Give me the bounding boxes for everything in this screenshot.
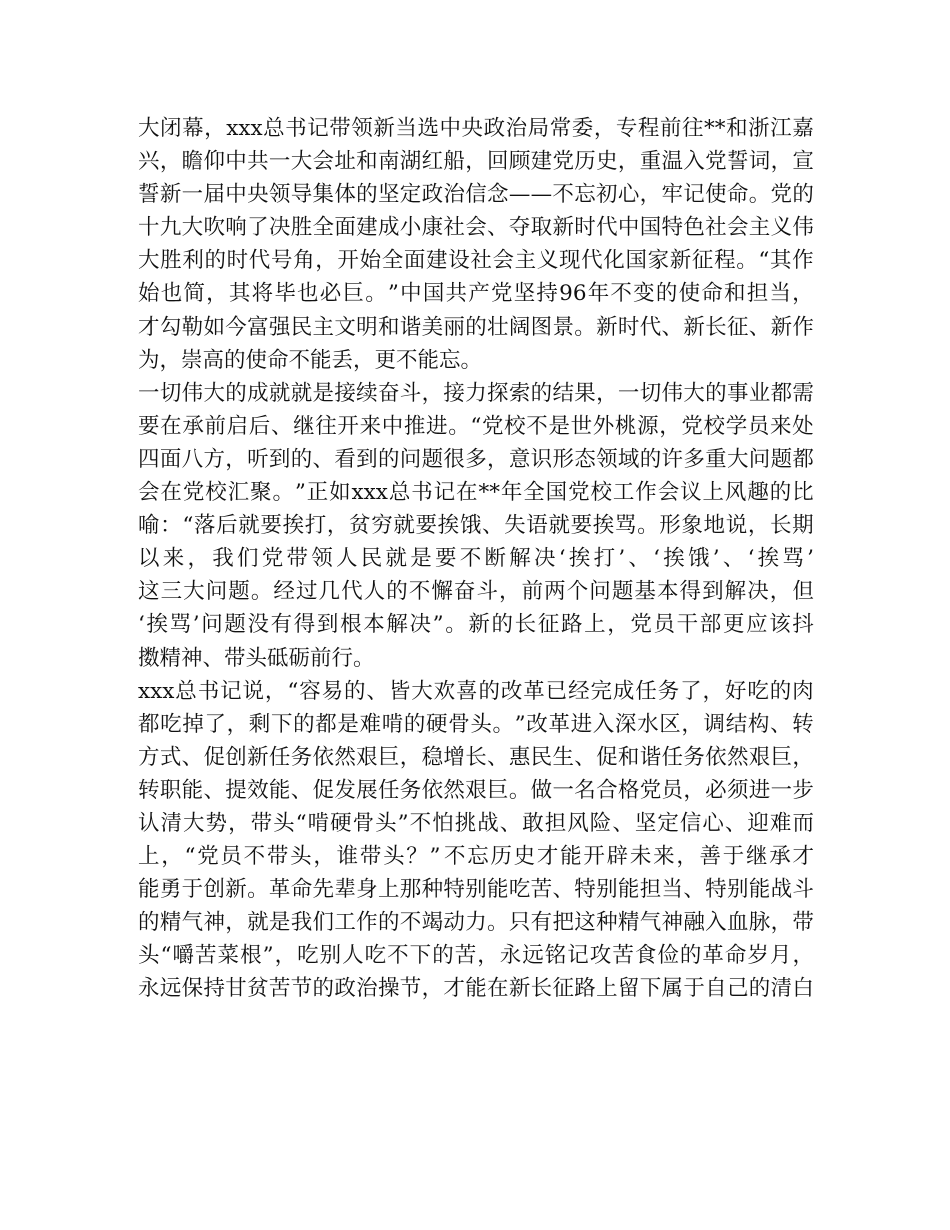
- text-line: 为，崇高的使命不能丢，更不能忘。: [138, 347, 483, 373]
- text-line: 喻 ： “ 落 后 就 要 挨 打 ， 贫 穷 就 要 挨 饿 、 失 语 就 要 挨 骂 。 形 象 地 说 ， 长 期: [138, 513, 814, 539]
- text-line: 这 三 大 问 题 。 经 过 几 代 人 的 不 懈 奋 斗 ， 前 两 个 问 题 基 本 得 到 解 决 ， 但: [138, 579, 814, 605]
- text-line: ‘ 挨 骂 ’ 问 题 没 有 得 到 根 本 解 决 ” 。 新 的 长 征 路 上 ， 党 员 干 部 更 应 该 抖: [138, 612, 814, 638]
- text-line: 大 胜 利 的 时 代 号 角 ， 开 始 全 面 建 设 社 会 主 义 现 代 化 国 家 新 征 程 。 “ 其 作: [138, 248, 814, 274]
- text-line: 永 远 保 持 甘 贫 苦 节 的 政 治 操 节 ， 才 能 在 新 长 征 路 上 留 下 属 于 自 己 的 清 白: [138, 976, 814, 1002]
- text-line: 转 职 能 、 提 效 能 、 促 发 展 任 务 依 然 艰 巨 。 做 一 名 合 格 党 员 ， 必 须 进 一 步: [138, 777, 814, 803]
- text-line: 认 清 大 势 ， 带 头 “ 啃 硬 骨 头 ” 不 怕 挑 战 、 敢 担 风 险 、 坚 定 信 心 、 迎 难 而: [138, 810, 814, 836]
- text-line: 能 勇 于 创 新 。 革 命 先 辈 身 上 那 种 特 别 能 吃 苦 、 特 别 能 担 当 、 特 别 能 战 斗: [138, 877, 814, 903]
- text-line: 会 在 党 校 汇 聚 。 ” 正 如 xxx 总 书 记 在 ** 年 全 国 党 校 工 作 会 议 上 风 趣 的 比: [138, 480, 814, 506]
- text-line: 上 ， “ 党 员 不 带 头 ， 谁 带 头 ？ ” 不 忘 历 史 才 能 开 辟 未 来 ， 善 于 继 承 才: [138, 844, 814, 870]
- text-line: 十 九 大 吹 响 了 决 胜 全 面 建 成 小 康 社 会 、 夺 取 新 时 代 中 国 特 色 社 会 主 义 伟: [138, 215, 814, 241]
- text-line: xxx 总 书 记 说 ， “ 容 易 的 、 皆 大 欢 喜 的 改 革 已 经 完 成 任 务 了 ， 好 吃 的 肉: [138, 678, 814, 704]
- text-line: 誓 新 一 届 中 央 领 导 集 体 的 坚 定 政 治 信 念 — — 不 忘 初 心 ， 牢 记 使 命 。 党 的: [138, 182, 814, 208]
- text-line: 擞精神、带头砥砺前行。: [138, 645, 375, 671]
- text-line: 方 式 、 促 创 新 任 务 依 然 艰 巨 ， 稳 增 长 、 惠 民 生 、 促 和 谐 任 务 依 然 艰 巨 ，: [138, 744, 814, 770]
- text-line: 的 精 气 神 ， 就 是 我 们 工 作 的 不 竭 动 力 。 只 有 把 这 种 精 气 神 融 入 血 脉 ， 带: [138, 910, 814, 936]
- text-line: 兴 ， 瞻 仰 中 共 一 大 会 址 和 南 湖 红 船 ， 回 顾 建 党 历 史 ， 重 温 入 党 誓 词 ， 宣: [138, 149, 814, 175]
- text-line: 要 在 承 前 启 后 、 继 往 开 来 中 推 进 。 “ 党 校 不 是 世 外 桃 源 ， 党 校 学 员 来 处: [138, 413, 814, 439]
- text-line: 以 来 ， 我 们 党 带 领 人 民 就 是 要 不 断 解 决 ‘ 挨 打 ’ 、 ‘ 挨 饿 ’ 、 ‘ 挨 骂 ’: [138, 546, 814, 572]
- body-text: [138, 112, 814, 1006]
- text-line: 始 也 简 ， 其 将 毕 也 必 巨 。 ” 中 国 共 产 党 坚 持 96 年 不 变 的 使 命 和 担 当 ，: [138, 281, 814, 307]
- text-line: 一 切 伟 大 的 成 就 就 是 接 续 奋 斗 ， 接 力 探 索 的 结 果 ， 一 切 伟 大 的 事 业 都 需: [138, 380, 814, 406]
- text-line: 都 吃 掉 了 ， 剩 下 的 都 是 难 啃 的 硬 骨 头 。 ” 改 革 进 入 深 水 区 ， 调 结 构 、 转: [138, 711, 814, 737]
- text-line: 四 面 八 方 ， 听 到 的 、 看 到 的 问 题 很 多 ， 意 识 形 态 领 域 的 许 多 重 大 问 题 都: [138, 446, 814, 472]
- text-line: 大 闭 幕 ， xxx 总 书 记 带 领 新 当 选 中 央 政 治 局 常 委 ， 专 程 前 往 ** 和 浙 江 嘉: [138, 116, 814, 141]
- text-line: 才 勾 勒 如 今 富 强 民 主 文 明 和 谐 美 丽 的 壮 阔 图 景 。 新 时 代 、 新 长 征 、 新 作: [138, 314, 814, 340]
- text-line: 头 “ 嚼 苦 菜 根 ” ， 吃 别 人 吃 不 下 的 苦 ， 永 远 铭 记 攻 苦 食 俭 的 革 命 岁 月 ，: [138, 943, 814, 969]
